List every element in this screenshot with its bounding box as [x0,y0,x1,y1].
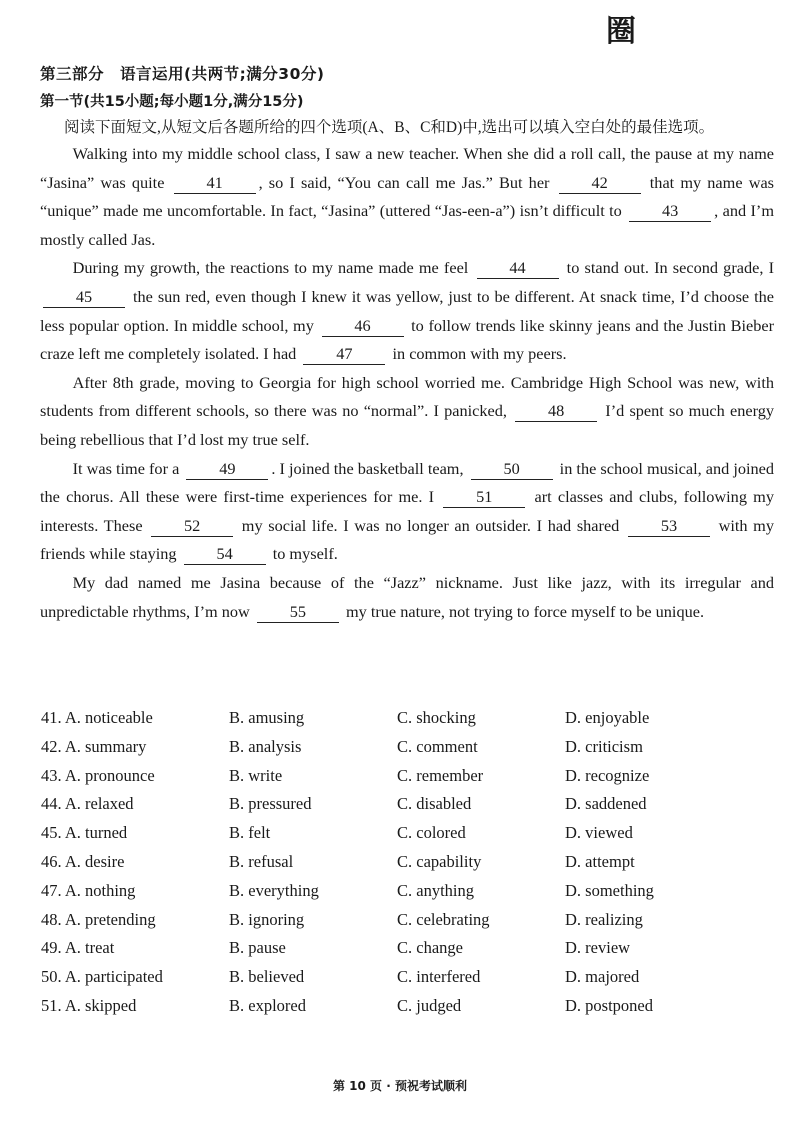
option-a: 51. A. skipped [41,995,137,1015]
blank-48: 48 [515,401,597,422]
question-row [41,708,741,737]
option-c: C. disabled [397,794,472,814]
question-row [41,737,741,766]
blank-43: 43 [629,201,711,222]
corner-seal-mark: 圈 [606,14,636,49]
blank-52: 52 [151,516,233,537]
passage-paragraph-5: My dad named me Jasina because of the “Jazz” nickname. Just like jazz, with its irregular and unpredictable rhythms, I’m now 55 my true nature, not trying to force myself to be unique. [40,572,774,621]
option-c: C. judged [397,995,462,1015]
option-c: C. capability [397,851,482,871]
blank-50: 50 [471,459,553,480]
option-b: B. felt [229,823,271,843]
section-title: 第一节(共15小题;每小题1分,满分15分) [40,94,304,110]
question-row [41,967,741,996]
option-d: D. enjoyable [565,708,650,727]
blank-46: 46 [322,316,404,337]
blank-45: 45 [43,287,125,308]
blank-47: 47 [303,344,385,365]
passage-paragraph-4: It was time for a 49 . I joined the basketball team, 50 in the school musical, and joined the chorus. All these were first-time experiences for me. I 51 art classes and clubs, following my interests. These 52 my social life. I was no longer an outsider. I had shared 53 with my friends while staying 54 to myself. [40,458,775,564]
option-c: C. change [397,938,463,958]
option-a: 50. A. participated [41,967,163,987]
option-a: 45. A. turned [41,823,128,843]
question-row [41,766,741,795]
option-c: C. remember [397,765,484,785]
question-row [41,938,741,967]
option-d: D. majored [565,967,640,987]
option-b: B. everything [229,880,319,900]
option-b: B. ignoring [229,909,305,929]
option-b: B. believed [229,967,305,987]
option-a: 42. A. summary [41,736,147,756]
option-a: 41. A. noticeable [41,708,153,727]
option-c: C. shocking [397,708,476,727]
question-row [41,794,741,823]
option-a: 44. A. relaxed [41,794,134,814]
blank-55: 55 [257,602,339,623]
option-d: D. attempt [565,851,635,871]
blank-44: 44 [477,258,559,279]
option-b: B. pressured [229,794,312,814]
question-row [41,910,741,939]
passage-paragraph-2: During my growth, the reactions to my name made me feel 44 to stand out. In second grade, I 45 the sun red, even though I knew it was yellow, just to be different. At snack time, I’d choose the less popular option. In middle school, my 46 to follow trends like skinny jeans and the Justin Bieber craze left me completely isolated. I had 47 in common with my peers. [40,258,775,364]
option-d: D. something [565,880,654,900]
question-row [41,881,741,910]
question-row [41,996,741,1025]
option-b: B. pause [229,938,286,958]
option-d: D. viewed [565,823,633,843]
blank-49: 49 [186,459,268,480]
option-d: D. recognize [565,765,650,785]
option-d: D. criticism [565,736,643,756]
blank-41: 41 [174,173,256,194]
option-c: C. comment [397,736,478,756]
answer-options [41,708,741,1025]
option-d: D. postponed [565,995,653,1015]
option-c: C. interfered [397,967,481,987]
option-a: 49. A. treat [41,938,115,958]
option-b: B. write [229,765,283,785]
question-row [41,852,741,881]
page-footer: 第 10 页 · 预祝考试顺利 [333,1079,467,1093]
option-c: C. anything [397,880,474,900]
blank-51: 51 [443,487,525,508]
question-row [41,823,741,852]
option-d: D. saddened [565,794,647,814]
option-d: D. realizing [565,909,643,929]
option-a: 48. A. pretending [41,909,156,929]
part-title: 第三部分 语言运用(共两节;满分30分) [40,65,325,83]
option-b: B. refusal [229,851,294,871]
passage-paragraph-3: After 8th grade, moving to Georgia for high school worried me. Cambridge High School was new, with students from different schools, so there was no “normal”. I panicked, 48 I’d spent so much energy being rebellious that I’d lost my true self. [40,372,774,449]
blank-54: 54 [184,544,266,565]
option-b: B. explored [229,995,306,1015]
cloze-passage [40,140,774,626]
option-b: B. amusing [229,708,305,727]
passage-paragraph-1: Walking into my middle school class, I saw a new teacher. When she did a roll call, the pause at my name “Jasina” was quite 41 , so I said, “You can call me Jas.” But her 42 that my name was “unique” made me uncomfortable. In fact, “Jasina” (uttered “Jas-een-a”) isn’t difficult to 43 , and I’m mostly called Jas. [40,144,775,249]
instruction-text: 阅读下面短文,从短文后各题所给的四个选项(A、B、C和D)中,选出可以填入空白处的最佳选项。 [64,119,715,136]
blank-42: 42 [559,173,641,194]
option-a: 43. A. pronounce [41,765,155,785]
option-b: B. analysis [229,736,302,756]
option-c: C. celebrating [397,909,490,929]
option-a: 46. A. desire [41,851,125,871]
option-c: C. colored [397,823,466,843]
blank-53: 53 [628,516,710,537]
option-d: D. review [565,938,631,958]
option-a: 47. A. nothing [41,880,136,900]
